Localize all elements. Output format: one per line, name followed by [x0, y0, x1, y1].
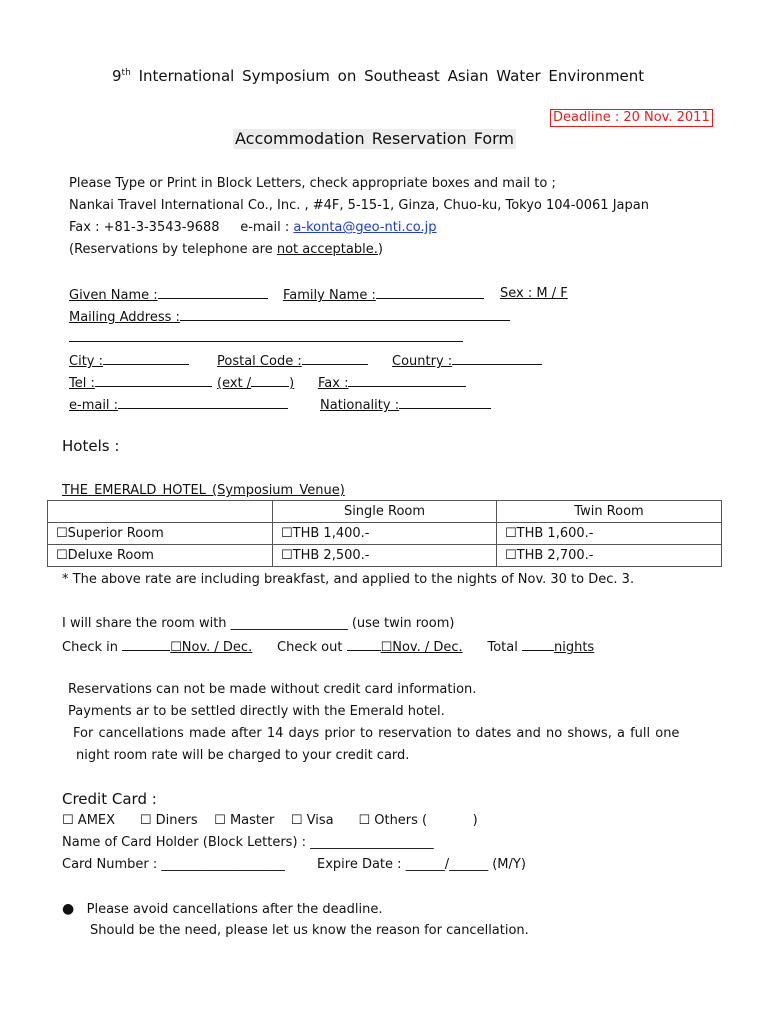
mailing-address-field[interactable] — [69, 308, 510, 326]
others-close: ) — [472, 813, 478, 828]
checkbox-icon[interactable]: ☐ — [170, 640, 182, 655]
contact-line — [69, 220, 437, 236]
expire-label: Expire Date : — [317, 857, 406, 872]
country-label: Country : — [392, 354, 453, 369]
sex-field[interactable] — [500, 286, 568, 302]
checkin-months: Nov. / Dec. — [181, 640, 253, 655]
postal-code-field[interactable] — [217, 352, 368, 370]
given-name-field[interactable] — [69, 286, 268, 304]
credit-card-heading: Credit Card : — [62, 790, 157, 808]
title-text: International Symposium on Southeast Asian Water Environment — [138, 67, 645, 85]
total-nights-blank[interactable] — [522, 638, 554, 651]
card-option-visa[interactable] — [291, 813, 334, 828]
room-type-deluxe: Deluxe Room — [67, 548, 154, 563]
card-type-options — [62, 813, 478, 829]
expire-date-field[interactable] — [317, 857, 526, 873]
card-number-field[interactable] — [62, 857, 285, 873]
nationality-field[interactable] — [320, 396, 491, 414]
policy-line: For cancellations made after 14 days prior to reservation to dates and no shows, a full one — [73, 726, 680, 741]
others-label: Others ( — [374, 813, 428, 828]
checkbox-icon[interactable]: ☐ — [290, 813, 303, 828]
ordinal: 9 — [112, 67, 122, 85]
family-name-field[interactable] — [283, 286, 484, 304]
rate-cell[interactable] — [273, 545, 497, 567]
checkbox-icon[interactable]: ☐ — [56, 526, 68, 541]
column-header-single: Single Room — [273, 501, 497, 523]
footer-line-2: Should be the need, please let us know the reason for cancellation. — [90, 923, 529, 938]
mailing-address-label: Mailing Address : — [69, 310, 180, 325]
checkbox-icon[interactable]: ☐ — [358, 813, 371, 828]
fax-label: Fax : — [318, 376, 349, 391]
nationality-label: Nationality : — [320, 398, 400, 413]
checkout-label: Check out — [277, 640, 343, 655]
fax-number: Fax : +81-3-3543-9688 — [69, 220, 220, 235]
fax-field[interactable] — [318, 374, 466, 392]
checkin-day-blank[interactable] — [122, 638, 170, 651]
family-name-label: Family Name : — [283, 288, 376, 303]
card-option-others[interactable] — [358, 813, 427, 828]
card-holder-blank[interactable]: ___________________ — [310, 835, 434, 850]
checkbox-icon[interactable]: ☐ — [214, 813, 226, 828]
city-label: City : — [69, 354, 103, 369]
email-label: e-mail : — [240, 220, 290, 235]
amex-label: AMEX — [77, 813, 116, 828]
tel-note-underlined: not acceptable. — [276, 242, 378, 257]
room-rate-table — [47, 500, 722, 567]
tel-note-pre: (Reservations by telephone are — [69, 242, 277, 257]
email-field-label: e-mail : — [69, 398, 119, 413]
table-row — [48, 545, 722, 567]
checkbox-icon[interactable]: ☐ — [380, 640, 393, 655]
tel-label: Tel : — [69, 376, 95, 391]
checkin-options[interactable] — [170, 640, 252, 655]
email-link[interactable]: a-konta@geo-nti.co.jp — [293, 220, 437, 235]
rate-cell[interactable] — [497, 523, 722, 545]
footer-line-1: Please avoid cancellations after the deadline. — [86, 902, 383, 917]
card-number-label: Card Number : — [62, 857, 162, 872]
total-label: Total — [487, 640, 518, 655]
checkbox-icon[interactable]: ☐ — [281, 548, 293, 563]
rate-superior-single: THB 1,400.- — [292, 526, 370, 541]
checkbox-icon[interactable]: ☐ — [56, 548, 68, 563]
share-blank[interactable]: __________________ — [230, 616, 348, 631]
hotels-heading: Hotels : — [62, 437, 120, 455]
checkbox-icon[interactable]: ☐ — [139, 813, 152, 828]
expire-format: (M/Y) — [488, 857, 526, 872]
room-type-cell[interactable] — [48, 523, 273, 545]
country-field[interactable] — [392, 352, 542, 370]
rate-deluxe-twin: THB 2,700.- — [516, 548, 594, 563]
checkbox-icon[interactable]: ☐ — [62, 813, 74, 828]
share-room-line[interactable] — [62, 616, 454, 632]
policy-line: night room rate will be charged to your credit card. — [76, 748, 410, 763]
postal-code-label: Postal Code : — [217, 354, 302, 369]
tel-field[interactable] — [69, 374, 212, 392]
ext-label: (ext / — [217, 376, 252, 391]
checkin-label: Check in — [62, 640, 118, 655]
card-holder-field[interactable] — [62, 835, 434, 851]
address-line: Nankai Travel International Co., Inc. , #4F, 5-15-1, Ginza, Chuo-ku, Tokyo 104-0061 Japan — [69, 198, 649, 213]
room-type-superior: Superior Room — [67, 526, 164, 541]
rate-note: * The above rate are including breakfast, and applied to the nights of Nov. 30 to Dec. 3. — [62, 572, 635, 587]
table-row — [48, 523, 722, 545]
ext-field[interactable] — [217, 374, 294, 392]
rate-cell[interactable] — [273, 523, 497, 545]
column-header-twin: Twin Room — [497, 501, 722, 523]
table-header-blank — [48, 501, 273, 523]
ext-close: ) — [289, 376, 295, 391]
tel-note-post: ) — [377, 242, 383, 257]
address-line-2[interactable] — [69, 341, 463, 342]
sex-label: Sex : M / F — [500, 286, 568, 301]
footer-note — [62, 901, 382, 918]
checkbox-icon[interactable]: ☐ — [505, 548, 517, 563]
share-post: (use twin room) — [347, 616, 455, 631]
given-name-label: Given Name : — [69, 288, 158, 303]
share-pre: I will share the room with — [62, 616, 231, 631]
rate-superior-twin: THB 1,600.- — [516, 526, 594, 541]
checkout-options[interactable] — [381, 640, 463, 655]
symposium-title — [112, 64, 644, 85]
instruction-line: Please Type or Print in Block Letters, check appropriate boxes and mail to ; — [69, 176, 556, 191]
hotel-name: THE EMERALD HOTEL (Symposium Venue) — [62, 483, 345, 498]
email-field[interactable] — [69, 396, 288, 414]
ordinal-sup: th — [121, 68, 131, 78]
diners-label: Diners — [155, 813, 198, 828]
policy-line: Reservations can not be made without credit card information. — [68, 682, 477, 697]
city-field[interactable] — [69, 352, 189, 370]
nights-label: nights — [553, 640, 595, 655]
card-option-amex[interactable] — [62, 813, 115, 828]
card-holder-label: Name of Card Holder (Block Letters) : — [62, 835, 311, 850]
visa-label: Visa — [306, 813, 334, 828]
form-title: Accommodation Reservation Form — [235, 129, 515, 148]
card-option-master[interactable] — [214, 813, 274, 828]
deadline-badge: Deadline : 20 Nov. 2011 — [550, 109, 713, 127]
master-label: Master — [229, 813, 275, 828]
table-header-row — [48, 501, 722, 523]
checkout-months: Nov. / Dec. — [392, 640, 463, 655]
telephone-note — [69, 242, 383, 258]
policy-line: Payments ar to be settled directly with the Emerald hotel. — [68, 704, 445, 719]
card-option-diners[interactable] — [140, 813, 198, 828]
rate-deluxe-single: THB 2,500.- — [292, 548, 370, 563]
room-type-cell[interactable] — [48, 545, 273, 567]
bullet-icon: ● — [62, 901, 75, 917]
stay-dates-line — [62, 638, 594, 656]
expire-blank[interactable]: ______/______ — [405, 857, 489, 872]
rate-cell[interactable] — [497, 545, 722, 567]
checkout-day-blank[interactable] — [347, 638, 381, 651]
checkbox-icon[interactable]: ☐ — [281, 526, 293, 541]
card-number-blank[interactable]: ___________________ — [161, 857, 285, 872]
checkbox-icon[interactable]: ☐ — [505, 526, 517, 541]
